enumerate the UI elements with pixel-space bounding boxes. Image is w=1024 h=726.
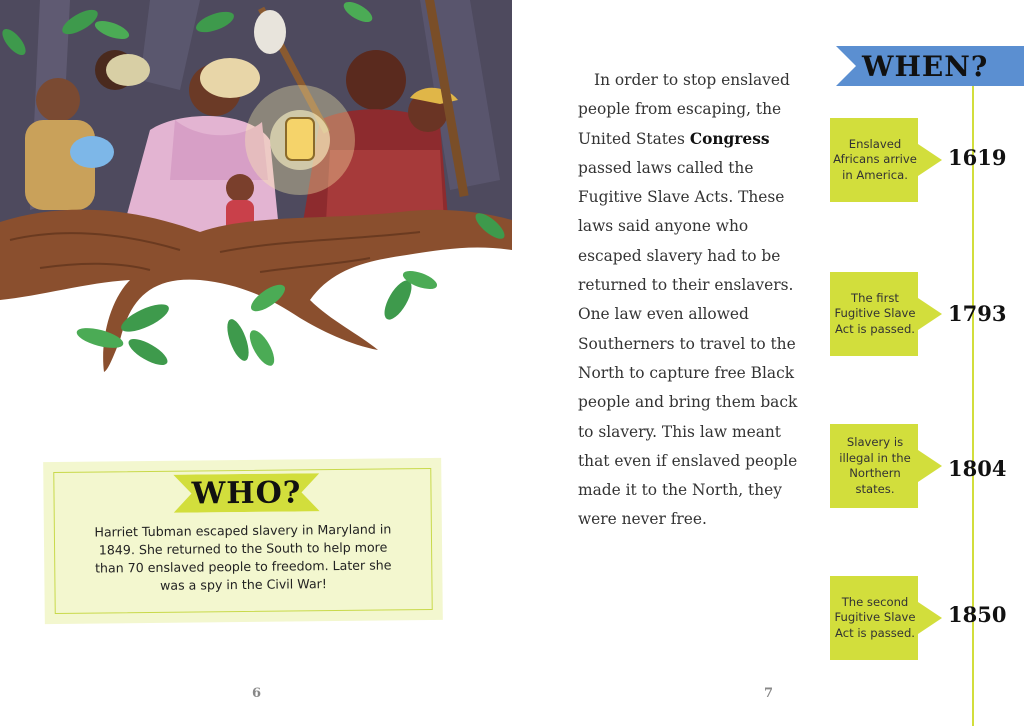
body-paragraph <box>578 66 810 535</box>
event-description: The second Fugitive Slave Act is passed. <box>834 594 916 640</box>
event-description: Enslaved Africans arrive in America. <box>833 136 917 182</box>
timeline-event <box>830 118 946 202</box>
who-heading: WHO? <box>191 475 302 512</box>
event-year: 1793 <box>948 301 1007 326</box>
body-text-after: passed laws called the Fugitive Slave Acts. These laws said anyone who escaped slavery had to be returned to their enslavers. One law even allowed Southerners to travel to the North to capture free Black people and bring them back to slavery. This law meant that even if enslaved people made it to the North, they were never free. <box>578 158 798 529</box>
harriet-tubman-illustration <box>0 0 512 380</box>
timeline-event <box>830 272 946 356</box>
page-number-right: 7 <box>764 686 774 701</box>
glossary-term-congress: Congress <box>689 129 770 148</box>
event-description: Slavery is illegal in the Northern states. <box>839 435 911 496</box>
body-text-before: In order to stop enslaved people from escaping, the United States <box>578 71 790 148</box>
event-year: 1804 <box>948 456 1007 481</box>
event-description: The first Fugitive Slave Act is passed. <box>834 290 916 336</box>
timeline-event <box>830 424 946 508</box>
page-number-left: 6 <box>252 686 262 701</box>
who-callout-box <box>43 458 443 624</box>
when-heading: WHEN? <box>862 50 989 83</box>
who-description: Harriet Tubman escaped slavery in Maryland in 1849. She returned to the South to help more than 70 enslaved people to freedom. Later she was a spy in the Civil War! <box>94 521 392 593</box>
timeline-line <box>972 86 974 726</box>
timeline-event <box>830 576 946 660</box>
event-year: 1850 <box>948 602 1007 627</box>
event-year: 1619 <box>948 145 1007 170</box>
